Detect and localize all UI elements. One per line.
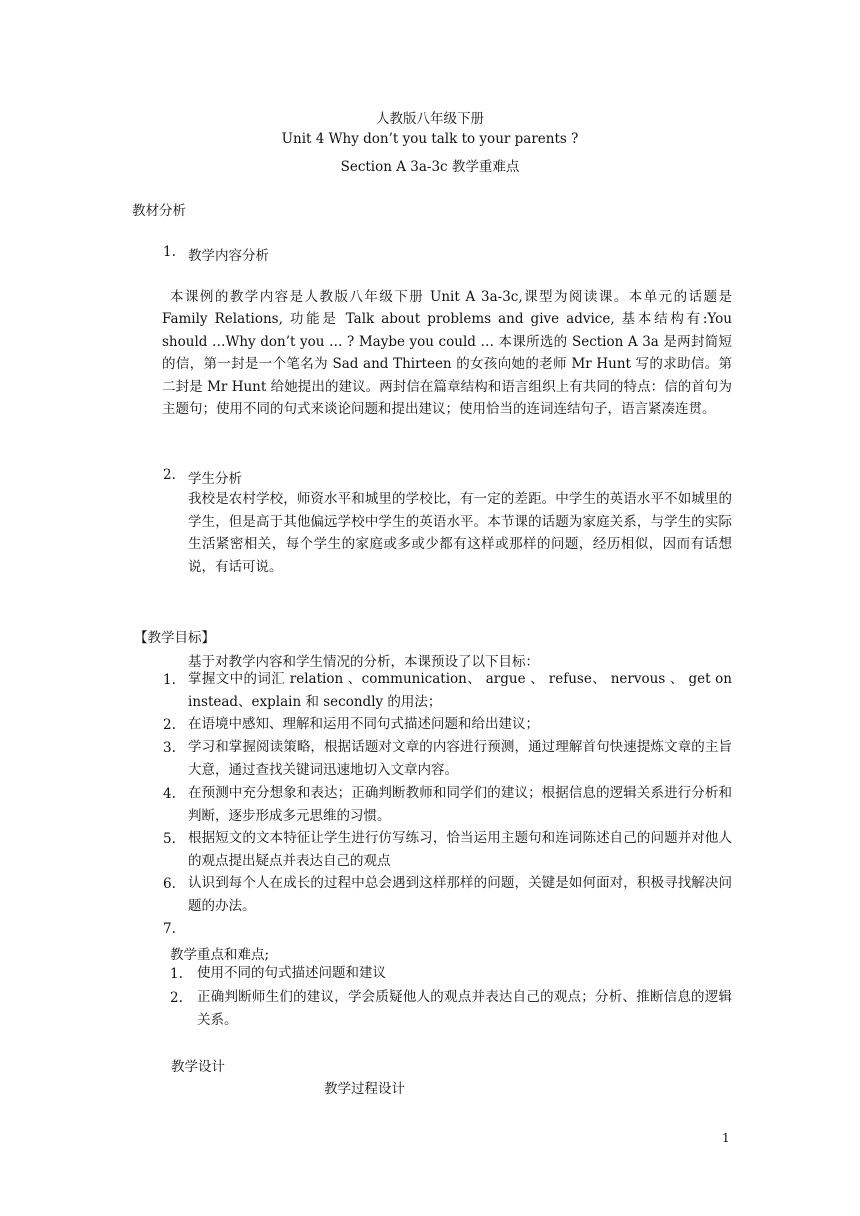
student-analysis-paragraph: 我校是农村学校，师资水平和城里的学校比，有一定的差距。中学生的英语水平不如城里的学生，但是高于其他偏远学校中学生的英语水平。本节课的话题为家庭关系，与学生的实际生活紧密相关，每个学生的家庭或多或少都有这样或那样的问题，经历相似，因而有话想说，有话可说。: [188, 491, 732, 575]
list-number: 7.: [163, 921, 176, 937]
key-point-item: 正确判断师生们的建议，学会质疑他人的观点并表达自己的观点；分析、推断信息的逻辑关系。: [197, 989, 732, 1028]
objective-item: 学习和掌握阅读策略，根据话题对文章的内容进行预测，通过理解首句快速提炼文章的主旨大意，通过查找关键词迅速地切入文章内容。: [188, 739, 732, 778]
list-number: 4.: [163, 786, 176, 802]
list-number: 1.: [163, 244, 176, 260]
list-number: 1.: [170, 966, 183, 982]
list-number: 2.: [163, 467, 176, 483]
list-number: 2.: [163, 717, 176, 733]
objective-item: 在预测中充分想象和表达；正确判断教师和同学们的建议；根据信息的逻辑关系进行分析和判断，逐步形成多元思维的习惯。: [188, 785, 732, 824]
list-number: 3.: [163, 740, 176, 756]
content-analysis-paragraph: 本课例的教学内容是人教版八年级下册 Unit A 3a-3c,课型为阅读课。本单元的话题是 Family Relations, 功能是 Talk about problems and give advice, 基本结构有:You should …Why don’t you … ? Maybe you could … 本课所选的 Section A 3a 是两封简短的信，第一封是一个笔名为 Sad and Thirteen 的女孩向她的老师 Mr Hunt 写的求助信。第二封是 Mr Hunt 给她提出的建议。两封信在篇章结构和语言组织上有共同的特点：信的首句为主题句；使用不同的句式来谈论问题和提出建议；使用恰当的连词连结句子，语言紧凑连贯。: [162, 289, 732, 418]
objective-item: 认识到每个人在成长的过程中总会遇到这样那样的问题，关键是如何面对，积极寻找解决问题的办法。: [188, 875, 732, 914]
doc-title-line3: Section A 3a-3c 教学重难点: [340, 159, 520, 175]
design-subheading: 教学过程设计: [324, 1081, 405, 1097]
section-heading-design: 教学设计: [171, 1059, 225, 1075]
section-heading-textbook: 教材分析: [132, 203, 186, 219]
section-heading-objectives: 【教学目标】: [134, 630, 215, 646]
doc-title-line2: Unit 4 Why don’t you talk to your parents ?: [281, 131, 579, 147]
doc-title-line1: 人教版八年级下册: [376, 111, 484, 127]
subsection-title-students: 学生分析: [188, 471, 242, 487]
objectives-intro: 基于对教学内容和学生情况的分析，本课预设了以下目标：: [188, 654, 539, 670]
key-point-item: 使用不同的句式描述问题和建议: [197, 965, 386, 981]
list-number: 5.: [163, 831, 176, 847]
list-number: 6.: [163, 876, 176, 892]
objective-item: 根据短文的文本特征让学生进行仿写练习，恰当运用主题句和连词陈述自己的问题并对他人的观点提出疑点并表达自己的观点: [188, 830, 732, 869]
list-number: 1.: [163, 672, 176, 688]
section-heading-key-points: 教学重点和难点;: [170, 947, 270, 963]
page-number: 1: [722, 1131, 730, 1145]
subsection-title-content: 教学内容分析: [188, 248, 269, 264]
objective-item: 在语境中感知、理解和运用不同句式描述问题和给出建议；: [188, 716, 539, 732]
list-number: 2.: [170, 990, 183, 1006]
objective-item: 掌握文中的词汇 relation 、communication、 argue 、 refuse、 nervous 、 get on instead、explain 和 secondly 的用法；: [188, 671, 732, 710]
